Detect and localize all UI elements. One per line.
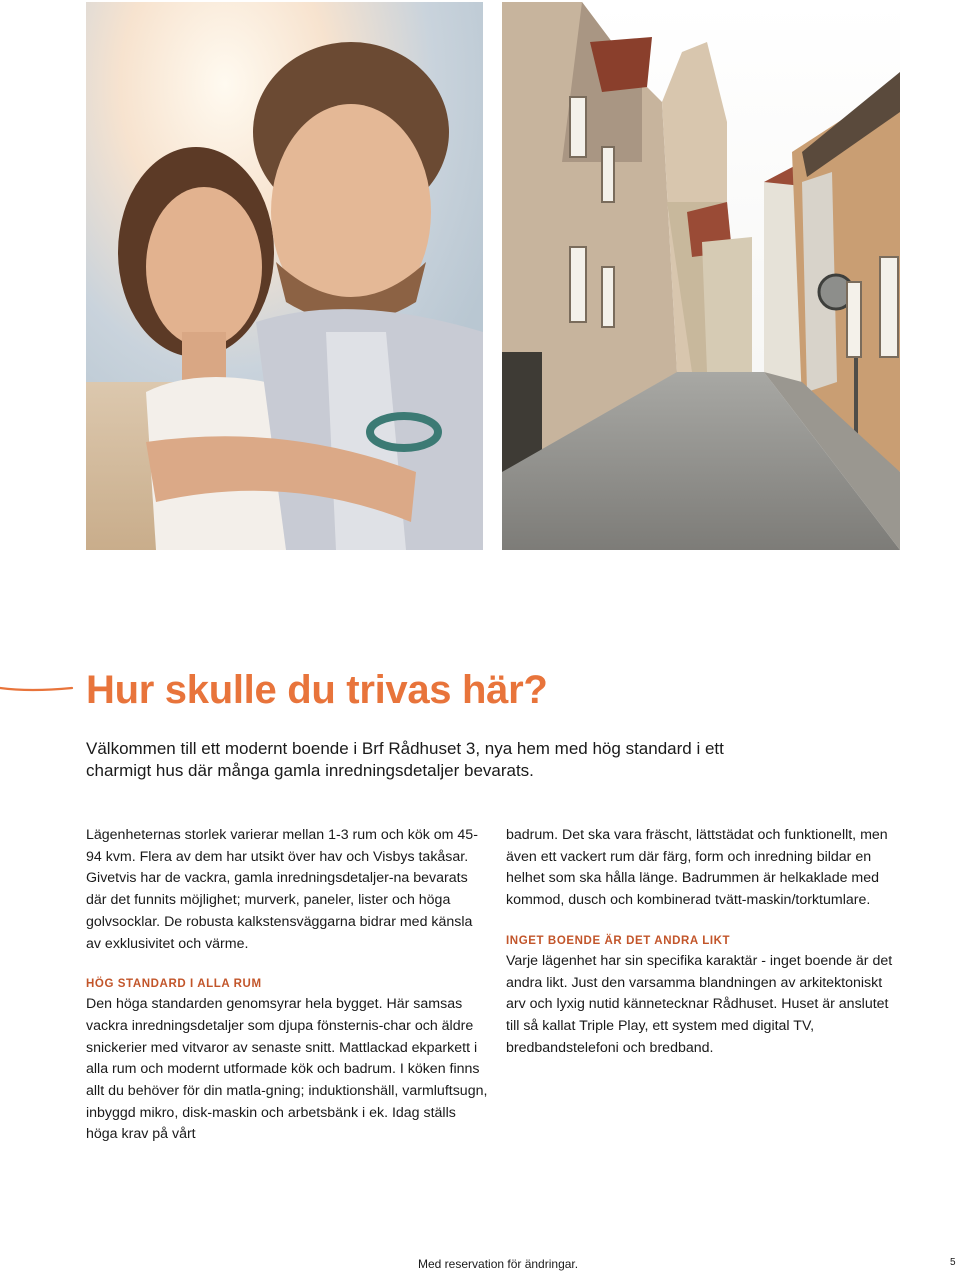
street-photo [502,2,900,550]
left-subheading: HÖG STANDARD I ALLA RUM [86,978,262,991]
right-column [506,825,896,1059]
page-number: 5 [950,1257,956,1268]
intro-text: Välkommen till ett modernt boende i Brf Rådhuset 3, nya hem med hög standard i ett charmigt hus där många gamla inredningsdetaljer bevarats. [86,739,724,780]
left-body: Den höga standarden genomsyrar hela bygget. Här samsas vackra inredningsdetaljer som djupa fönsternis-char och äldre snickerier med vitvaror av senaste snitt. Mattlackad ekparkett i alla rum och modernt utformade kök och badrum. I köken finns allt du behöver för din matla-gning; induktionshäll, varmluftsugn, inbyggd mikro, disk-maskin och arbetsbänk i ek. Idag ställs höga krav på vårt [86,996,488,1143]
right-subheading: INGET BOENDE ÄR DET ANDRA LIKT [506,934,731,947]
footer-note: Med reservation för ändringar. [418,1257,579,1271]
couple-photo [86,2,483,550]
accent-swoosh [0,668,80,698]
right-body: Varje lägenhet har sin specifika karaktär - inget boende är det andra likt. Just den varsamma blandningen av arkitektoniskt arv och lyxig nutid kännetecknar Rådhuset. Huset är anslutet till så kallat Triple Play, ett system med digital TV, bredbandstelefoni och bredband. [506,952,893,1056]
page-title: Hur skulle du trivas här? [86,668,548,712]
right-paragraph: badrum. Det ska vara fräscht, lättstädat och funktionellt, men även ett vackert rum där färg, form och inredning bildar en helhet som ska hålla länge. Badrummen är helkaklade med kommod, dusch och kombinerad tvätt-maskin/torktumlare. [506,827,888,909]
left-column [86,825,488,1146]
left-paragraph: Lägenheternas storlek varierar mellan 1-3 rum och kök om 45-94 kvm. Flera av dem har utsikt över hav och Visbys takåsar. Givetvis har de vackra, gamla inredningsdetaljer-na bevarats där det funnits möjlighet; murverk, paneler, lister och höga golvsocklar. De robusta kalkstensväggarna bidrar med känsla av exklusivitet och värme. [86,827,478,952]
